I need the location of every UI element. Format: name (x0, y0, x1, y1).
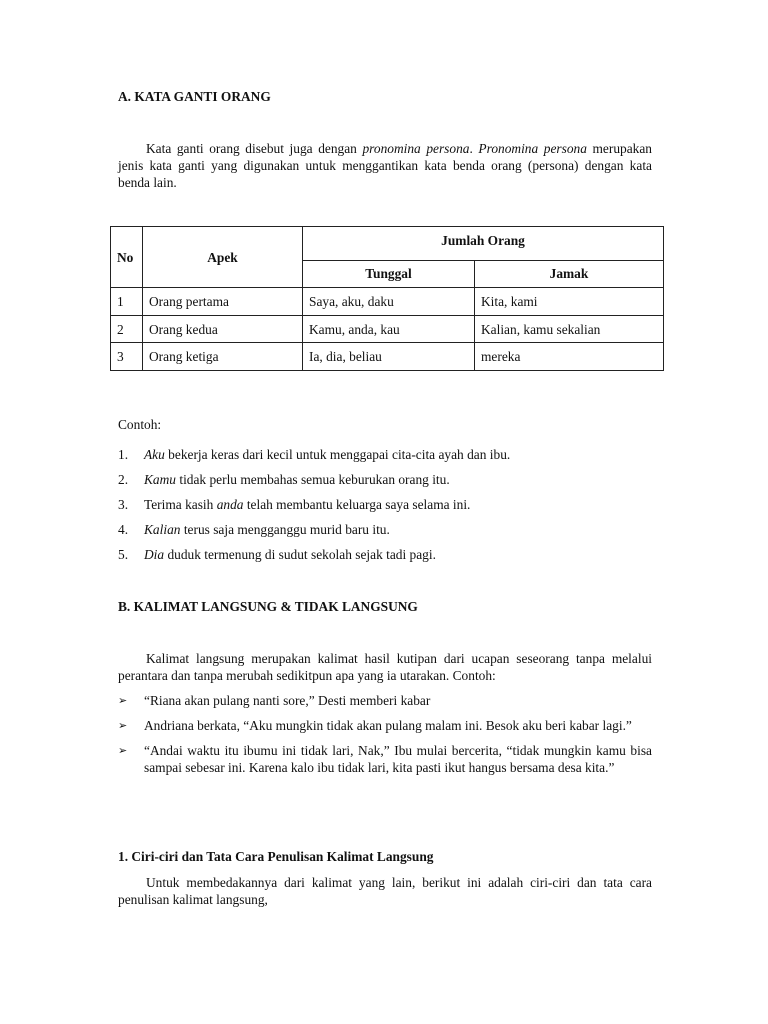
list-number: 2. (118, 472, 129, 487)
cell-no: 1 (111, 288, 143, 316)
list-text: Terima kasih (144, 497, 217, 512)
table-row (111, 315, 664, 343)
list-number: 1. (118, 447, 129, 462)
cell-jamak: Kalian, kamu sekalian (475, 315, 664, 343)
cell-jamak: mereka (475, 343, 664, 371)
cell-aspek: Orang pertama (143, 288, 303, 316)
section-b-paragraph: Kalimat langsung merupakan kalimat hasil kutipan dari ucapan seseorang tanpa melalui perantara dan tanpa merubah sedikitpun apa yang ia utarakan. Contoh: (118, 651, 652, 683)
list-item (118, 742, 652, 776)
direct-speech-examples (118, 692, 652, 784)
subsection-heading: 1. Ciri-ciri dan Tata Cara Penulisan Kalimat Langsung (118, 849, 434, 864)
examples-list (118, 446, 510, 571)
pronoun-italic: Kalian (144, 522, 181, 537)
examples-label: Contoh: (118, 417, 162, 432)
list-item (118, 446, 510, 471)
pronoun-italic: Dia (144, 547, 165, 562)
header-jamak: Jamak (475, 260, 664, 288)
pronoun-italic: Aku (144, 447, 165, 462)
para-text: merupakan jenis kata ganti yang digunakan untuk menggantikan kata benda orang (persona) dengan kata benda lain. (118, 141, 652, 190)
table-row (111, 288, 664, 316)
list-text: “Riana akan pulang nanti sore,” Desti memberi kabar (144, 693, 431, 708)
header-aspek: Apek (143, 227, 303, 288)
list-item (118, 717, 652, 734)
arrowhead-bullet-icon: ➢ (118, 694, 128, 707)
section-b-heading: B. KALIMAT LANGSUNG & TIDAK LANGSUNG (118, 599, 418, 614)
list-item (118, 471, 510, 496)
table-header-row (111, 227, 664, 261)
list-item (118, 692, 652, 709)
list-number: 5. (118, 547, 129, 562)
para-italic-term: pronomina persona (362, 141, 470, 156)
header-tunggal: Tunggal (303, 260, 475, 288)
cell-aspek: Orang kedua (143, 315, 303, 343)
pronoun-italic: anda (216, 497, 244, 512)
list-item (118, 496, 510, 521)
list-number: 3. (118, 497, 129, 512)
cell-no: 2 (111, 315, 143, 343)
list-text: “Andai waktu itu ibumu ini tidak lari, Nak,” Ibu mulai bercerita, “tidak mungkin kamu bisa sampai sebesar ini. Karena kalo ibu tidak lari, kita pasti ikut hangus bersama desa kita.” (144, 743, 652, 775)
list-text: tidak perlu membahas semua keburukan orang itu. (176, 472, 450, 487)
arrowhead-bullet-icon: ➢ (118, 719, 128, 732)
cell-tunggal: Kamu, anda, kau (303, 315, 475, 343)
list-number: 4. (118, 522, 129, 537)
list-text: terus saja mengganggu murid baru itu. (180, 522, 390, 537)
cell-no: 3 (111, 343, 143, 371)
header-jumlah-orang: Jumlah Orang (303, 227, 664, 261)
table-row (111, 343, 664, 371)
list-text: Andriana berkata, “Aku mungkin tidak akan pulang malam ini. Besok aku beri kabar lagi.” (144, 718, 632, 733)
cell-tunggal: Ia, dia, beliau (303, 343, 475, 371)
cell-aspek: Orang ketiga (143, 343, 303, 371)
para-text: Kata ganti orang disebut juga dengan (146, 141, 363, 156)
para-italic-term: Pronomina persona (478, 141, 587, 156)
section-a-heading: A. KATA GANTI ORANG (118, 89, 271, 104)
list-text: telah membantu keluarga saya selama ini. (243, 497, 471, 512)
subsection-paragraph: Untuk membedakannya dari kalimat yang lain, berikut ini adalah ciri-ciri dan tata cara penulisan kalimat langsung, (118, 875, 652, 907)
cell-jamak: Kita, kami (475, 288, 664, 316)
pronoun-table (110, 226, 664, 371)
section-a-paragraph (118, 140, 652, 191)
cell-tunggal: Saya, aku, daku (303, 288, 475, 316)
header-no: No (111, 227, 143, 288)
list-text: duduk termenung di sudut sekolah sejak tadi pagi. (164, 547, 436, 562)
pronoun-italic: Kamu (144, 472, 176, 487)
list-item (118, 521, 510, 546)
para-text: . (469, 141, 479, 156)
list-text: bekerja keras dari kecil untuk menggapai cita-cita ayah dan ibu. (164, 447, 511, 462)
list-item (118, 546, 510, 571)
arrowhead-bullet-icon: ➢ (118, 744, 128, 757)
